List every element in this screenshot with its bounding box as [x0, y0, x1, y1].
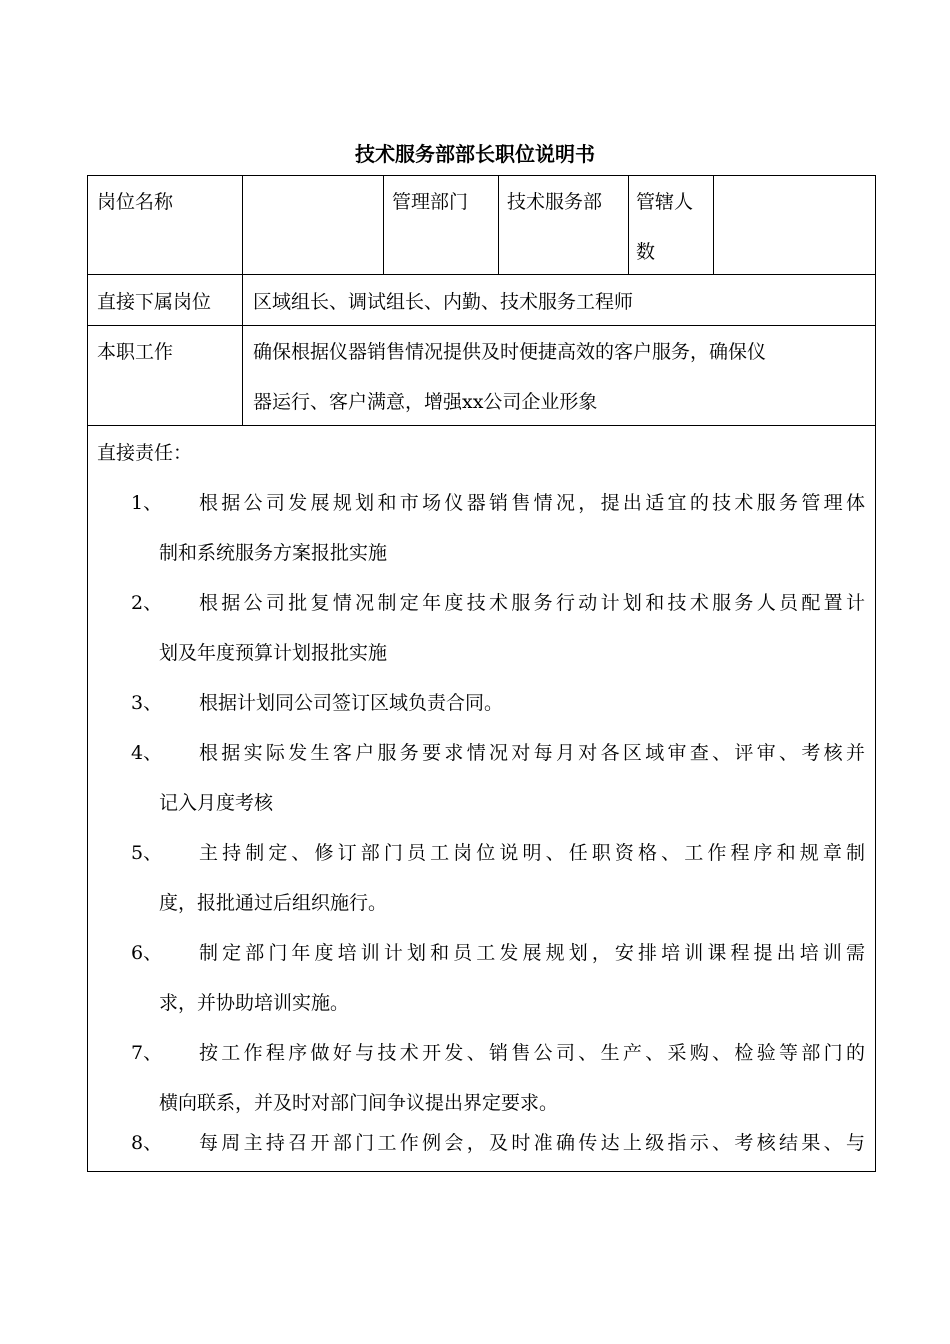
subordinates-value: 区域组长、调试组长、内勤、技术服务工程师 [253, 291, 634, 313]
column-divider [383, 176, 384, 274]
dept-value: 技术服务部 [507, 191, 603, 213]
column-divider [242, 176, 243, 425]
item-text: 根据实际发生客户服务要求情况对每月对各区域审查、评审、考核并 [199, 742, 865, 764]
page-title: 技术服务部部长职位说明书 [355, 142, 595, 166]
item-number: 3、 [131, 692, 163, 714]
column-divider [498, 176, 499, 274]
item-text-cont: 划及年度预算计划报批实施 [159, 642, 388, 664]
item-text-cont: 制和系统服务方案报批实施 [159, 542, 388, 564]
job-description-table [87, 175, 876, 1172]
duty-line-1: 确保根据仪器销售情况提供及时便捷高效的客户服务，确保仪 [253, 341, 767, 363]
dept-label: 管理部门 [392, 191, 469, 213]
item-number: 5、 [131, 842, 163, 864]
item-number: 8、 [131, 1132, 163, 1154]
item-text: 主持制定、修订部门员工岗位说明、任职资格、工作程序和规章制 [199, 842, 865, 864]
duty-label: 本职工作 [97, 341, 174, 363]
item-text-cont: 记入月度考核 [159, 792, 274, 814]
row-divider [88, 274, 875, 275]
item-text: 制定部门年度培训计划和员工发展规划，安排培训课程提出培训需 [199, 942, 865, 964]
responsibilities-label: 直接责任： [97, 442, 193, 464]
item-text-cont: 度，报批通过后组织施行。 [159, 892, 388, 914]
item-text-cont: 横向联系，并及时对部门间争议提出界定要求。 [159, 1092, 559, 1114]
item-text: 按工作程序做好与技术开发、销售公司、生产、采购、检验等部门的 [199, 1042, 865, 1064]
item-number: 2、 [131, 592, 163, 614]
duty-line-2: 器运行、客户满意，增强xx公司企业形象 [253, 391, 598, 413]
headcount-label: 管辖人 [636, 191, 694, 213]
headcount-label-cont: 数 [636, 241, 656, 263]
item-text-cont: 求，并协助培训实施。 [159, 992, 350, 1014]
column-divider [713, 176, 714, 274]
item-number: 7、 [131, 1042, 163, 1064]
subordinates-label: 直接下属岗位 [97, 291, 212, 313]
item-number: 6、 [131, 942, 163, 964]
item-number: 1、 [131, 492, 163, 514]
item-text: 根据公司发展规划和市场仪器销售情况，提出适宜的技术服务管理体 [199, 492, 865, 514]
item-text: 根据公司批复情况制定年度技术服务行动计划和技术服务人员配置计 [199, 592, 865, 614]
item-text: 每周主持召开部门工作例会，及时准确传达上级指示、考核结果、与 [199, 1132, 865, 1154]
column-divider [628, 176, 629, 274]
post-name-label: 岗位名称 [97, 191, 174, 213]
item-text: 根据计划同公司签订区域负责合同。 [199, 692, 504, 714]
item-number: 4、 [131, 742, 163, 764]
